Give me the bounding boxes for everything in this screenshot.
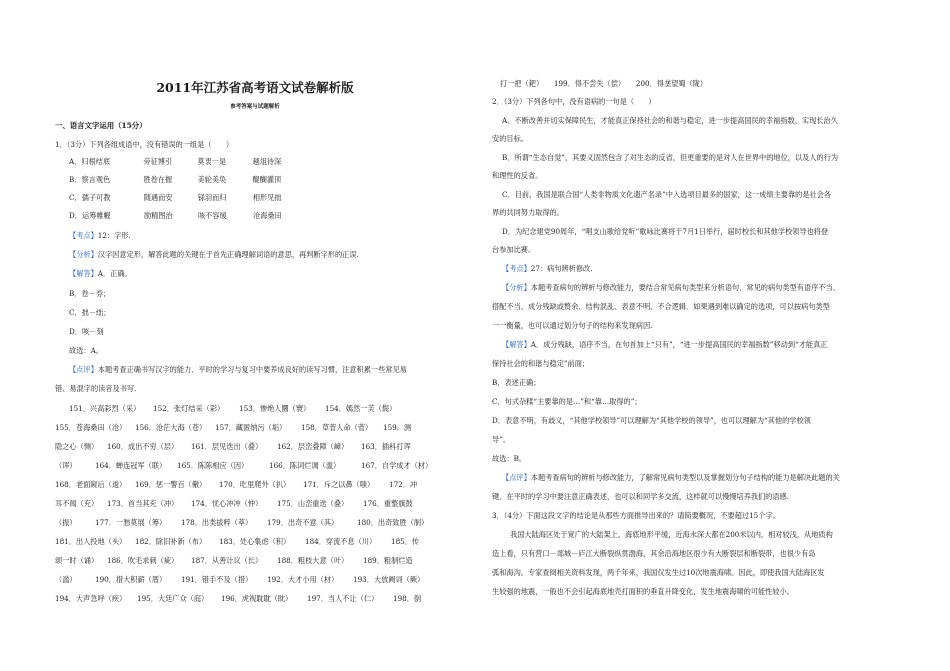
option-item: 醍醐灌顶 xyxy=(252,175,282,184)
option-label: D． xyxy=(69,211,82,220)
q1-c-explain: C．拙－绌； xyxy=(69,308,111,317)
fenxi-tag: 【分析】 xyxy=(502,283,531,292)
q1-jieda xyxy=(69,269,132,279)
q2-dianping-cont: 键．在平时的学习中要注意正确表述，也可以和同学多交流，这样就可以慢慢培养我们的语感. xyxy=(492,492,789,501)
q1-d-explain: D．咳－刻 xyxy=(69,327,104,336)
q2-option-d: D．为纪念建党90周年，“唱支山歌给党听”歌咏比赛将于7月1日举行，届时校长和其他学校领导也将登 xyxy=(502,227,829,236)
dianping-text: 本题考查病句的辨析与修改能力，了解常见病句类型以及掌握划分句子结构的能力是解决此题的关 xyxy=(530,473,840,482)
list-item: 193．大放阙词（厥） xyxy=(353,575,425,584)
jieda-tag: 【解答】 xyxy=(69,269,98,278)
q2-kaodian xyxy=(502,264,593,274)
list-item: 162．层峦叠障（嶂） xyxy=(277,442,349,451)
option-item: 越俎待深 xyxy=(252,157,282,166)
list-line xyxy=(55,499,413,509)
fenxi-text: 本题考查病句的辨析与修改能力，要结合常见病句类型来分析语句．常见的病句类型有语序不当、 xyxy=(530,283,840,292)
option-item: 孺子可教 xyxy=(81,193,111,202)
list-item: 166．陈词烂调（滥） xyxy=(269,461,341,470)
list-line xyxy=(69,404,396,414)
list-item: 152．张灯结采（彩） xyxy=(153,404,225,413)
list-item: 175．山峦重迭（叠） xyxy=(277,499,349,508)
list-line xyxy=(55,442,411,452)
option-item: 励精图治 xyxy=(143,211,173,220)
list-item: 耳不闻（充） xyxy=(55,499,99,508)
option-item: 美轮美奂 xyxy=(197,175,227,184)
option-item: 铩羽而归 xyxy=(197,193,227,202)
list-line xyxy=(55,480,417,490)
q1-option-c xyxy=(69,193,281,203)
list-item: 195．大廷广众（庭） xyxy=(137,594,209,603)
q2-fenxi xyxy=(502,283,840,293)
option-item: 旁征博引 xyxy=(143,157,173,166)
option-label: C． xyxy=(69,193,82,202)
option-item: 咳不容缓 xyxy=(197,211,227,220)
q2-option-c: C．目前，我国是联合国“人类非物质文化遗产名录”中入选项目最多的国家，这一成绩主要靠的是社会各 xyxy=(502,190,832,199)
q2-jieda-c: C．句式杂糅“主要靠的是…”和“靠…取得的”； xyxy=(492,397,642,406)
list-item: 189．粗制烂造 xyxy=(363,556,413,565)
q3-passage-cont: 生较强的地震，一般也不会引起海底地壳打面积的垂直升降变化，发生地震海啸的可能性较小。 xyxy=(492,587,794,596)
list-item: 184．穿流不息（川） xyxy=(305,537,377,546)
option-item: 运筹帷幄 xyxy=(81,211,111,220)
q2-option-a: A．不断改善并切实保障民生，才能真正保持社会的和谐与稳定，进一步提高国民的幸福指数，实现长治久 xyxy=(502,116,838,125)
section-heading: 一、语言文字运用（15分） xyxy=(55,121,147,130)
fenxi-tag: 【分析】 xyxy=(69,250,98,259)
q2-option-a-cont: 安的目标。 xyxy=(492,134,528,143)
q2-option-d-cont: 台参加比赛。 xyxy=(492,245,536,254)
q1-option-d xyxy=(69,211,282,221)
q2-option-b: B．所谓“生态自觉”，其要义固然包含了对生态的反省，但更重要的是对人在世界中的地位，以及人的行为 xyxy=(502,153,839,162)
q1-fenxi xyxy=(69,250,359,260)
q3-passage-cont: 造上看，只有营口－郯城－庐江大断裂纵贯渤海，其余沿海地区很少有大断裂层和断裂带，也很少有岛 xyxy=(492,549,816,558)
list-item: 197．当人不让（仁） xyxy=(307,594,379,603)
q1-kaodian xyxy=(69,231,131,241)
jieda-text: A．成分残缺，语序不当，在句首加上“只有”，“进一步提高国民的幸福指数”移动到“才能真正 xyxy=(530,340,828,349)
list-item: 191．错手不及（措） xyxy=(181,575,253,584)
list-item: 167．自学成才（材） xyxy=(361,461,433,470)
list-item: 160．成出不穷（层） xyxy=(107,442,179,451)
list-item: 179．出奇不意（其） xyxy=(267,518,339,527)
dianping-text: 本题考查正确书写汉字的能力．平时的学习与复习中要养成良好的读写习惯，注意积累一些常见易 xyxy=(97,365,407,374)
q1-dianping-cont: 错、易混字的读音及书写. xyxy=(55,384,137,393)
dianping-tag: 【点评】 xyxy=(502,473,531,482)
list-item: 172．冲 xyxy=(389,480,418,489)
q1-option-a xyxy=(69,157,281,167)
list-line xyxy=(55,537,419,547)
q2-answer: 故选：B。 xyxy=(492,454,527,463)
jieda-tag: 【解答】 xyxy=(502,340,531,349)
list-item: 158．草菅人命（菅） xyxy=(301,423,373,432)
q2-jieda-b: B．表述正确； xyxy=(492,378,541,387)
list-item: 164．蝉连冠军（联） xyxy=(95,461,167,470)
q1-option-b xyxy=(69,175,281,185)
list-item: 186．吹毛求刺（疵） xyxy=(107,556,179,565)
q2-fenxi-cont: 搭配不当、成分残缺或赘余、结构混乱、表意不明、不合逻辑．如果遇到难以确定的选项，可以按病句类型 xyxy=(492,302,830,311)
option-item: 胜卷在握 xyxy=(143,175,173,184)
option-item: 沧海桑田 xyxy=(252,211,282,220)
fenxi-text: 汉字因意定形，解答此题的关键在于首先正确理解词语的意思，再判断字形的正误. xyxy=(97,250,359,259)
q1-b-explain: B．卷－券； xyxy=(69,289,111,298)
list-item: 176．重整旗鼓 xyxy=(363,499,413,508)
list-item: 174．忧心冲冲（忡） xyxy=(191,499,263,508)
q2-stem: 2．（3分）下列各句中，没有语病的一句是（ ） xyxy=(492,97,656,106)
list-item: 196．虎视耽耽（眈） xyxy=(221,594,293,603)
jieda-text: A．正确。 xyxy=(97,269,132,278)
q1-stem: 1．（3分）下列各组成语中，没有错误的一组是（ ） xyxy=(55,140,234,149)
list-item: 177．一愁莫展（筹） xyxy=(95,518,167,527)
list-item: 194．大声急呼（疾） xyxy=(55,594,127,603)
list-item: 154．嫣然一芙（鬓） xyxy=(325,404,397,413)
q2-option-b-cont: 和理性的反省。 xyxy=(492,171,543,180)
list-item: （滥） xyxy=(55,575,77,584)
list-item: 颂一时（诵） xyxy=(55,556,99,565)
list-item: 153．惨绝人圜（寰） xyxy=(239,404,311,413)
kaodian-text: 12：字形. xyxy=(97,231,131,240)
list-item: 190．措大积薪（厝） xyxy=(95,575,167,584)
list-item: 157．藏匿纳污（垢） xyxy=(215,423,287,432)
q1-answer: 故选：A。 xyxy=(69,346,103,355)
option-label: B． xyxy=(69,175,82,184)
list-line xyxy=(55,594,421,604)
q2-dianping xyxy=(502,473,840,483)
list-item: 155．苍海桑田（沧） xyxy=(55,423,127,432)
list-item: 187．从善计议（长） xyxy=(191,556,263,565)
list-item: （振） xyxy=(55,518,77,527)
kaodian-tag: 【考点】 xyxy=(502,264,531,273)
q2-fenxi-cont: 一一衡量，也可以通过划分句子的结构来发现病因. xyxy=(492,321,653,330)
option-item: 察言观色 xyxy=(81,175,111,184)
q2-jieda-d-cont: 导”。 xyxy=(492,435,511,444)
q2-jieda-cont: 保持社会的和谐与稳定”前面； xyxy=(492,359,590,368)
list-item: 151．兴高彩烈（采） xyxy=(69,404,141,413)
list-item: 188．粗枝大意（叶） xyxy=(277,556,349,565)
list-item: 168．老面窥后（逡） xyxy=(55,480,127,489)
option-item: 莫衷一是 xyxy=(197,157,227,166)
list-item: 隐之心（恻） xyxy=(55,442,99,451)
list-item: 182．除旧补新（布） xyxy=(135,537,207,546)
dianping-tag: 【点评】 xyxy=(69,365,98,374)
kaodian-text: 27：病句辨析修改. xyxy=(530,264,593,273)
list-item: 180．出奇致胜（制） xyxy=(357,518,429,527)
list-item: 161．层见迭出（叠） xyxy=(191,442,263,451)
list-item: 185．传 xyxy=(391,537,420,546)
list-item: 183．处心集虑（积） xyxy=(219,537,291,546)
page-title: 2011年江苏省高考语文试卷解析版 xyxy=(156,80,354,95)
q2-jieda-d: D．表意不明，有歧义，“其他学校领导”可以理解为“其他学校的领导”，也可以理解为“其他的学校领 xyxy=(492,416,811,425)
list-line xyxy=(55,556,413,566)
list-line xyxy=(55,518,428,528)
option-item: 随遇而安 xyxy=(143,193,173,202)
list-item: 171．斥之以鼻（嗤） xyxy=(303,480,375,489)
list-item: 173．首当其充（冲） xyxy=(107,499,179,508)
q2-option-c-cont: 界的共同努力取得的。 xyxy=(492,208,564,217)
list-item: 192．大才小用（材） xyxy=(267,575,339,584)
list-item: 181．出人投地（头） xyxy=(55,537,127,546)
q2-jieda xyxy=(502,340,827,350)
q3-stem: 3．（4分）下面这段文字的结论是从那些方面推导出来的？请简要概况，不要超过15个字。 xyxy=(492,511,780,520)
list-item: （诨） xyxy=(55,461,77,470)
list-item: 178．出类拔粹（萃） xyxy=(181,518,253,527)
kaodian-tag: 【考点】 xyxy=(69,231,98,240)
option-label: A． xyxy=(69,157,82,166)
list-item: 170．吃里爬外（扒） xyxy=(219,480,291,489)
q3-passage-cont: 弧和海沟。专家查阅相关资料发现，两千年来，我国仅发生过10次地震海啸。因此，即使我国大陆海区发 xyxy=(492,568,825,577)
list-item: 169．惩一警百（儆） xyxy=(135,480,207,489)
list-item: 198．倒 xyxy=(393,594,422,603)
page-subtitle: 参考答案与试题解析 xyxy=(230,104,280,110)
list-item: 156．沧茫大海（苍） xyxy=(135,423,207,432)
list-item: 163．插科打诨 xyxy=(361,442,411,451)
option-item: 相形见拙 xyxy=(252,193,282,202)
list-line xyxy=(55,575,424,585)
list-line xyxy=(55,423,411,433)
q1-dianping xyxy=(69,365,407,375)
list-item: 165．陈陈相应（因） xyxy=(177,461,249,470)
list-continuation: 打一把（耙） 199．得不尝失（偿） 200．得垄望蜀（陇） xyxy=(500,79,708,88)
option-item: 归根结底 xyxy=(81,157,111,166)
q3-passage: 我国大陆海区处于宽广的大陆架上，海底地形平缓，近海水深大都在200米以内，相对较浅，从地质构 xyxy=(510,530,833,539)
list-item: 159．测 xyxy=(383,423,412,432)
list-line xyxy=(55,461,432,471)
